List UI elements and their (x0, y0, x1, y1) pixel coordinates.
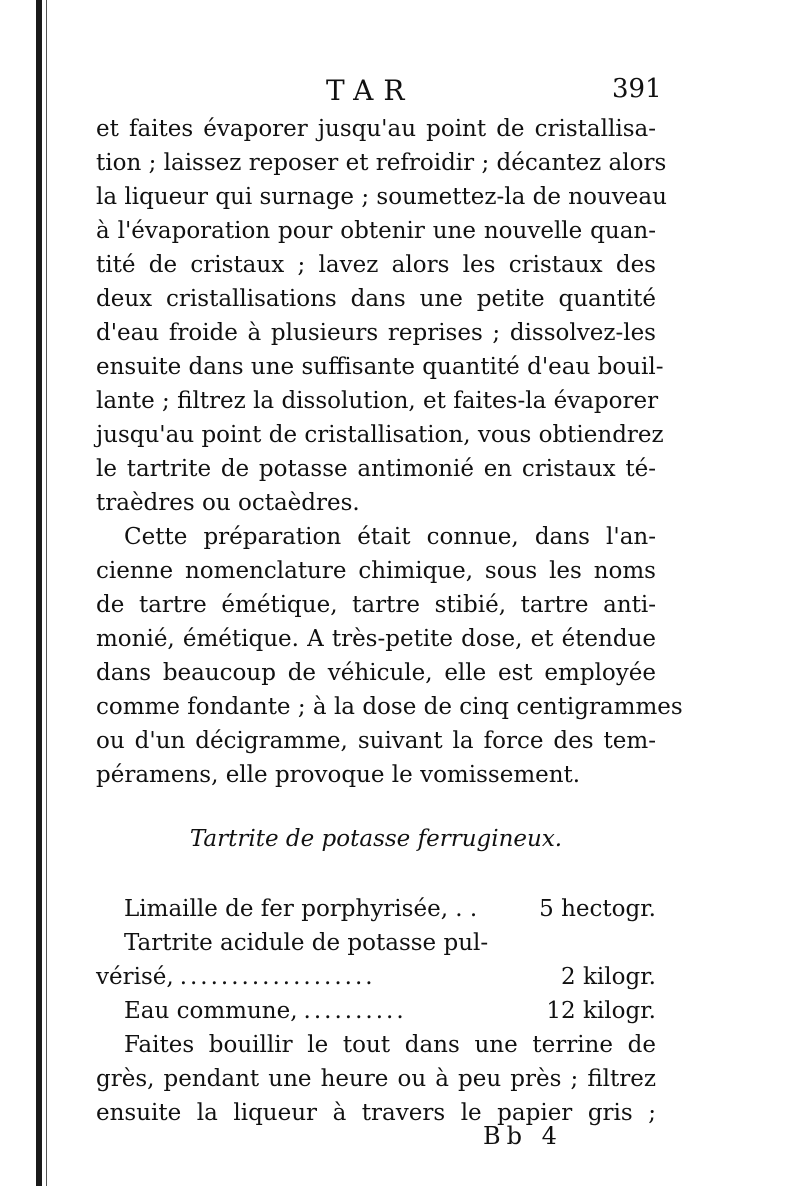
text-line: tité de cristaux ; lavez alors les cristaux des (96, 252, 656, 278)
text-line: jusqu'au point de cristallisation, vous obtiendrez (96, 422, 664, 448)
text-line: la liqueur qui surnage ; soumettez-la de nouveau (96, 184, 667, 210)
instructions-text (96, 1028, 656, 1130)
text-line: tion ; laissez reposer et refroidir ; décantez alors (96, 150, 667, 176)
binding-edge (36, 0, 42, 1186)
text-line: traèdres ou octaèdres. (96, 490, 360, 516)
text-line: comme fondante ; à la dose de cinq centigrammes (96, 694, 683, 720)
ingredient-name: Eau commune, (124, 998, 298, 1024)
leader-dots: .......... (303, 998, 407, 1024)
text-line: grès, pendant une heure ou à peu près ; filtrez (96, 1066, 656, 1092)
leader-dots (477, 892, 539, 926)
signature-mark: Bb 4 (483, 1122, 563, 1150)
recipe-list (96, 892, 656, 1028)
running-title: TAR (326, 74, 415, 107)
text-line: péramens, elle provoque le vomissement. (96, 762, 581, 788)
ingredient-quantity: 5 hectogr. (539, 896, 656, 922)
recipe-item (96, 960, 656, 994)
text-line: et faites évaporer jusqu'au point de cristallisa- (96, 116, 656, 142)
text-line: le tartrite de potasse antimonié en cristaux té- (96, 456, 656, 482)
recipe-item (96, 892, 656, 926)
body-text (96, 112, 683, 792)
text-line: à l'évaporation pour obtenir une nouvelle quan- (96, 218, 656, 244)
ingredient-name: Tartrite acidule de potasse pul- (124, 930, 489, 956)
text-line: ensuite dans une suffisante quantité d'eau bouil- (96, 354, 664, 380)
binding-edge-line (46, 0, 47, 1186)
text-line: lante ; filtrez la dissolution, et faites-la évaporer (96, 388, 659, 414)
ingredient-name: vérisé, (96, 964, 174, 990)
ingredient-quantity: 2 kilogr. (561, 964, 656, 990)
recipe-item (96, 926, 656, 960)
text-line: dans beaucoup de véhicule, elle est employée (96, 660, 656, 686)
text-line: monié, émétique. A très-petite dose, et étendue (96, 626, 656, 652)
page-number: 391 (612, 74, 662, 104)
section-title: Tartrite de potasse ferrugineux. (189, 826, 563, 852)
recipe-item (96, 994, 656, 1028)
text-line: de tartre émétique, tartre stibié, tartre anti- (96, 592, 656, 618)
ingredient-quantity: 12 kilogr. (546, 998, 656, 1024)
text-line: ensuite la liqueur à travers le papier gris ; (96, 1100, 656, 1126)
text-line: cienne nomenclature chimique, sous les noms (96, 558, 656, 584)
leader-dots: ................... (179, 964, 376, 990)
text-line: Faites bouillir le tout dans une terrine de (124, 1032, 656, 1058)
text-line: deux cristallisations dans une petite quantité (96, 286, 656, 312)
text-line: ou d'un décigramme, suivant la force des tem- (96, 728, 656, 754)
text-line: d'eau froide à plusieurs reprises ; dissolvez-les (96, 320, 656, 346)
ingredient-name: Limaille de fer porphyrisée, . . (124, 896, 478, 922)
text-line: Cette préparation était connue, dans l'an- (124, 524, 656, 550)
